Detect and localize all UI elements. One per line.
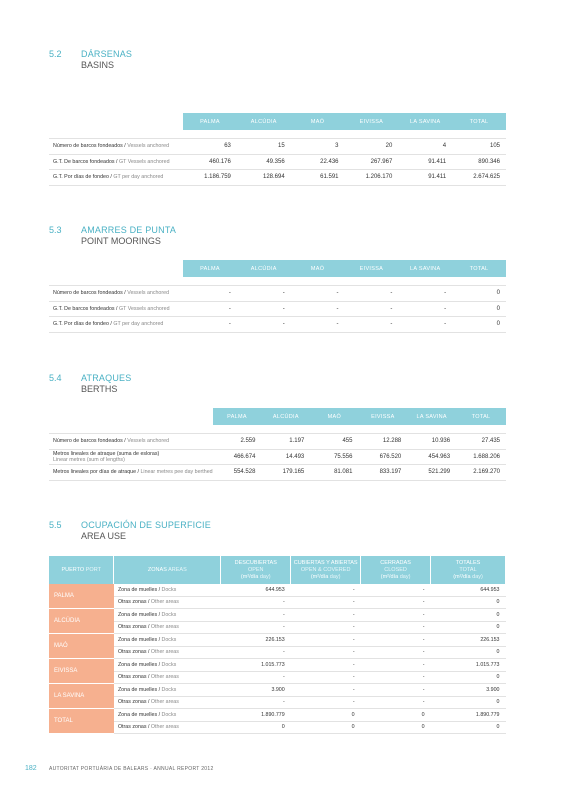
header-es: TOTALES (455, 559, 481, 566)
table-cell: - (361, 684, 431, 697)
column-header: LA SAVINA (398, 260, 452, 277)
zone-en: Docks (161, 636, 177, 643)
column-header (361, 556, 431, 584)
table-cell: 0 (291, 709, 361, 722)
zone-label: Otras zonas / Other areas (114, 621, 221, 634)
table-row (49, 301, 506, 317)
row-label: Número de barcos fondeados / Vessels anchored (49, 434, 213, 450)
table-cell: - (291, 634, 361, 647)
table-cell: 22.436 (291, 154, 345, 170)
table-cell: 14.493 (261, 449, 310, 465)
table-cell: - (237, 286, 291, 302)
row-label-en: Vessels anchored (127, 438, 170, 445)
table-cell: 75.556 (310, 449, 358, 465)
row-label-es: G.T. De barcos fondeados (53, 305, 115, 312)
table-cell: 0 (431, 671, 506, 684)
column-header (431, 556, 506, 584)
table-cell: - (345, 301, 399, 317)
zone-es: Zona de muelles (117, 686, 158, 693)
table-cell: 0 (361, 709, 431, 722)
table-cell: - (221, 671, 291, 684)
table-cell: 91.411 (398, 154, 452, 170)
zone-es: Otras zonas (117, 649, 147, 656)
table-cell: - (237, 301, 291, 317)
header-unit (433, 574, 503, 581)
table-cell: 0 (431, 609, 506, 622)
column-header: EIVISSA (345, 113, 399, 130)
section-subtitle: AREA USE (81, 531, 127, 541)
table-cell: 644.953 (221, 584, 291, 596)
row-label: Metros lineales por días de atraque / Linear metres pee day berthed (49, 465, 213, 481)
zone-es: Zona de muelles (117, 711, 158, 718)
section-number: 5.3 (49, 225, 62, 235)
zone-es: Zona de muelles (117, 586, 158, 593)
table-cell: 91.411 (398, 170, 452, 186)
zone-label: Zona de muelles / Docks (114, 684, 221, 697)
table-cell: - (398, 286, 452, 302)
header-es: PUERTO (61, 566, 85, 573)
table-cell: - (361, 696, 431, 709)
table-cell: - (361, 671, 431, 684)
basins-table (49, 113, 506, 186)
header-row (49, 260, 506, 277)
zone-en: Other areas (150, 649, 179, 656)
header-unit-es: (m²/día (453, 573, 471, 580)
zone-label: Otras zonas / Other areas (114, 646, 221, 659)
port-name: LA SAVINA (49, 684, 114, 709)
table-row (49, 286, 506, 302)
port-name: PALMA (49, 584, 114, 609)
table-cell: - (221, 696, 291, 709)
table-cell: 1.015.773 (221, 659, 291, 672)
zone-label: Otras zonas / Other areas (114, 596, 221, 609)
header-unit-es: (m²/día (380, 573, 399, 580)
table-row (49, 709, 506, 722)
zone-en: Docks (161, 686, 177, 693)
section-title: ATRAQUES (81, 373, 132, 383)
row-label-es: G.T. Por días de fondeo (53, 321, 109, 328)
table-cell: - (291, 659, 361, 672)
table-cell: 128.694 (237, 170, 291, 186)
table-row (49, 696, 506, 709)
row-label-es: Metros lineales de atraque (suma de esloras) (53, 450, 160, 457)
header-row (49, 408, 506, 425)
row-label-es: G.T. De barcos fondeados (53, 158, 115, 165)
table-cell: - (183, 317, 237, 333)
zone-es: Zona de muelles (117, 611, 158, 618)
zone-es: Otras zonas (117, 624, 147, 631)
column-header: ALCÚDIA (237, 113, 291, 130)
port-name: EIVISSA (49, 659, 114, 684)
row-label-es: Número de barcos fondeados (53, 290, 123, 297)
table-cell: - (291, 584, 361, 596)
table-cell: 27.435 (456, 434, 506, 450)
header-unit-en: day) (472, 573, 483, 580)
table-cell: 0 (431, 696, 506, 709)
table-cell: - (183, 286, 237, 302)
zone-label: Otras zonas / Other areas (114, 721, 221, 734)
row-label-es: G.T. Por días de fondeo (53, 174, 109, 181)
column-header (221, 556, 291, 584)
table-cell: 226.153 (221, 634, 291, 647)
table-cell: - (183, 301, 237, 317)
table-cell: - (237, 317, 291, 333)
zone-en: Other areas (150, 599, 179, 606)
table-row (49, 596, 506, 609)
table-cell: 61.591 (291, 170, 345, 186)
column-header: MAÓ (310, 408, 358, 425)
table-cell: 0 (291, 721, 361, 734)
table-cell: - (361, 634, 431, 647)
section-title: AMARRES DE PUNTA (81, 225, 177, 235)
table-row (49, 465, 506, 481)
table-cell: - (291, 301, 345, 317)
zone-en: Docks (161, 586, 177, 593)
table-cell: 2.674.625 (452, 170, 506, 186)
zone-en: Docks (161, 711, 177, 718)
table-row (49, 154, 506, 170)
row-label-es: Número de barcos fondeados (53, 438, 123, 445)
header-es: ZONAS (147, 566, 167, 573)
zone-label: Otras zonas / Other areas (114, 671, 221, 684)
table-row (49, 671, 506, 684)
table-cell: 2.169.270 (456, 465, 506, 481)
table-cell: 63 (183, 139, 237, 155)
row-label-en: GT per day anchored (113, 321, 164, 328)
section-number: 5.5 (49, 520, 62, 530)
column-header: PALMA (213, 408, 262, 425)
table-cell: 1.688.206 (456, 449, 506, 465)
header-unit-en: day) (329, 573, 341, 580)
column-header (49, 556, 114, 584)
table-cell: 0 (221, 721, 291, 734)
zone-es: Zona de muelles (117, 661, 158, 668)
table-cell: 3.900 (431, 684, 506, 697)
table-cell: 1.890.779 (221, 709, 291, 722)
table-row (49, 139, 506, 155)
header-en: OPEN & COVERED (300, 566, 351, 573)
section-number: 5.2 (49, 49, 62, 59)
zone-label: Zona de muelles / Docks (114, 609, 221, 622)
column-header: PALMA (183, 113, 237, 130)
zone-label: Zona de muelles / Docks (114, 709, 221, 722)
table-row (49, 584, 506, 596)
row-label: G.T. Por días de fondeo / GT per day anchored (49, 170, 183, 186)
table-cell: 20 (345, 139, 399, 155)
header-row (49, 113, 506, 130)
section-title: OCUPACIÓN DE SUPERFICIE (81, 520, 211, 530)
table-cell: 644.953 (431, 584, 506, 596)
row-label-en: Linear metres (sum of lengths) (53, 456, 125, 463)
table-row (49, 621, 506, 634)
row-label-en: GT per day anchored (113, 174, 164, 181)
zone-es: Otras zonas (117, 699, 147, 706)
table-cell: 1.206.170 (345, 170, 399, 186)
port-name: ALCÚDIA (49, 609, 114, 634)
zone-es: Zona de muelles (117, 636, 158, 643)
table-cell: - (361, 584, 431, 596)
table-cell: 105 (452, 139, 506, 155)
table-cell: - (398, 301, 452, 317)
zone-label: Zona de muelles / Docks (114, 634, 221, 647)
header-row (49, 556, 506, 584)
column-header: LA SAVINA (407, 408, 456, 425)
table-cell: 1.015.773 (431, 659, 506, 672)
table-cell: 466.674 (213, 449, 262, 465)
table-cell: - (221, 609, 291, 622)
zone-es: Otras zonas (117, 599, 147, 606)
zone-es: Otras zonas (117, 674, 147, 681)
column-header: ALCÚDIA (237, 260, 291, 277)
row-label-es: Metros lineales por días de atraque (53, 469, 137, 476)
table-cell: - (291, 286, 345, 302)
table-row (49, 646, 506, 659)
page-footer (25, 765, 214, 772)
row-label: G.T. De barcos fondeados / GT Vessels anchored (49, 154, 183, 170)
header-en: TOTAL (459, 566, 477, 573)
header-es: CUBIERTAS Y ABIERTAS (293, 559, 358, 566)
table-row (49, 659, 506, 672)
table-row (49, 317, 506, 333)
table-cell: 1.186.759 (183, 170, 237, 186)
table-cell: - (291, 596, 361, 609)
table-row (49, 170, 506, 186)
table-cell: 455 (310, 434, 358, 450)
section-subtitle: BERTHS (81, 384, 118, 394)
table-cell: 3.900 (221, 684, 291, 697)
table-cell: 0 (452, 286, 506, 302)
row-label: Número de barcos fondeados / Vessels anchored (49, 139, 183, 155)
row-label-es: Número de barcos fondeados (53, 143, 123, 150)
table-row (49, 449, 506, 465)
table-cell: - (291, 621, 361, 634)
header-unit-es: (m²/día (310, 573, 329, 580)
port-name: MAÓ (49, 634, 114, 659)
column-header: MAÓ (291, 260, 345, 277)
column-header: MAÓ (291, 113, 345, 130)
table-row (49, 721, 506, 734)
table-cell: 179.165 (261, 465, 310, 481)
zone-en: Other areas (150, 674, 179, 681)
table-cell: - (361, 646, 431, 659)
table-cell: 10.936 (407, 434, 456, 450)
table-cell: - (361, 659, 431, 672)
row-label (49, 449, 213, 465)
table-cell: 676.520 (358, 449, 407, 465)
zone-en: Docks (161, 611, 177, 618)
table-cell: 0 (431, 596, 506, 609)
table-cell: - (361, 609, 431, 622)
table-cell: 12.288 (358, 434, 407, 450)
header-unit-en: day) (259, 573, 271, 580)
table-row (49, 634, 506, 647)
header-unit-es: (m²/día (240, 573, 259, 580)
table-cell: 226.153 (431, 634, 506, 647)
section-subtitle: BASINS (81, 60, 115, 70)
column-header (114, 556, 221, 584)
table-cell: 454.963 (407, 449, 456, 465)
header-es: CERRADAS (380, 559, 411, 566)
row-label-en: GT Vessels anchored (118, 158, 170, 165)
column-header: TOTAL (452, 113, 506, 130)
table-cell: 0 (431, 646, 506, 659)
table-cell: - (291, 696, 361, 709)
zone-es: Otras zonas (117, 724, 147, 731)
zone-en: Other areas (150, 699, 179, 706)
zone-label: Otras zonas / Other areas (114, 696, 221, 709)
table-cell: 0 (431, 721, 506, 734)
zone-label: Zona de muelles / Docks (114, 584, 221, 596)
table-cell: 49.356 (237, 154, 291, 170)
row-label-en: Vessels anchored (127, 143, 170, 150)
area-use-table (49, 556, 506, 734)
zone-en: Docks (161, 661, 177, 668)
column-header: ALCÚDIA (261, 408, 310, 425)
zone-label: Zona de muelles / Docks (114, 659, 221, 672)
header-unit (223, 574, 288, 581)
row-label: Número de barcos fondeados / Vessels anchored (49, 286, 183, 302)
table-cell: 3 (291, 139, 345, 155)
table-cell: - (361, 596, 431, 609)
header-en: PORT (85, 566, 101, 573)
table-cell: - (361, 621, 431, 634)
section-subtitle: POINT MOORINGS (81, 236, 161, 246)
table-row (49, 684, 506, 697)
table-cell: 267.967 (345, 154, 399, 170)
berths-table (49, 408, 506, 481)
table-cell: 81.081 (310, 465, 358, 481)
page-number: 182 (25, 765, 37, 772)
table-cell: 1.890.779 (431, 709, 506, 722)
table-cell: - (291, 646, 361, 659)
table-cell: 521.299 (407, 465, 456, 481)
table-cell: 2.559 (213, 434, 262, 450)
table-cell: - (291, 684, 361, 697)
column-header: EIVISSA (345, 260, 399, 277)
header-unit (363, 574, 428, 581)
column-header: TOTAL (456, 408, 506, 425)
column-header: LA SAVINA (398, 113, 452, 130)
footer-org: AUTORITAT PORTUÀRIA DE BALEARS (49, 766, 149, 772)
column-header (291, 556, 361, 584)
table-cell: - (221, 646, 291, 659)
footer-report: ANNUAL REPORT 2012 (153, 766, 214, 772)
header-unit-en: day) (399, 573, 411, 580)
table-cell: 0 (452, 317, 506, 333)
header-en: CLOSED (384, 566, 407, 573)
table-cell: 833.197 (358, 465, 407, 481)
table-cell: - (291, 609, 361, 622)
moorings-table (49, 260, 506, 333)
row-label: G.T. Por días de fondeo / GT per day anchored (49, 317, 183, 333)
table-cell: 1.197 (261, 434, 310, 450)
row-label: G.T. De barcos fondeados / GT Vessels anchored (49, 301, 183, 317)
port-name: TOTAL (49, 709, 114, 734)
column-header: PALMA (183, 260, 237, 277)
table-row (49, 434, 506, 450)
table-cell: - (221, 596, 291, 609)
table-cell: - (345, 286, 399, 302)
zone-en: Other areas (150, 724, 179, 731)
table-cell: 460.176 (183, 154, 237, 170)
header-en: OPEN (247, 566, 264, 573)
footer-text: AUTORITAT PORTUÀRIA DE BALEARS · ANNUAL REPORT 2012 (49, 766, 214, 772)
table-cell: 554.528 (213, 465, 262, 481)
section-title: DÁRSENAS (81, 49, 133, 59)
table-cell: 15 (237, 139, 291, 155)
table-cell: - (221, 621, 291, 634)
row-label-en: Vessels anchored (127, 290, 170, 297)
table-cell: 0 (361, 721, 431, 734)
section-number: 5.4 (49, 373, 62, 383)
table-cell: 0 (452, 301, 506, 317)
header-en: AREAS (168, 566, 187, 573)
row-label-en: GT Vessels anchored (118, 305, 170, 312)
table-cell: - (398, 317, 452, 333)
table-cell: - (345, 317, 399, 333)
table-cell: 0 (431, 621, 506, 634)
table-cell: - (291, 671, 361, 684)
table-row (49, 609, 506, 622)
column-header: TOTAL (452, 260, 506, 277)
header-unit (293, 574, 358, 581)
zone-en: Other areas (150, 624, 179, 631)
table-cell: 890.346 (452, 154, 506, 170)
row-label-en: Linear metres pee day berthed (140, 469, 213, 476)
table-cell: 4 (398, 139, 452, 155)
header-es: DESCUBIERTAS (234, 559, 277, 566)
column-header: EIVISSA (358, 408, 407, 425)
table-cell: - (291, 317, 345, 333)
